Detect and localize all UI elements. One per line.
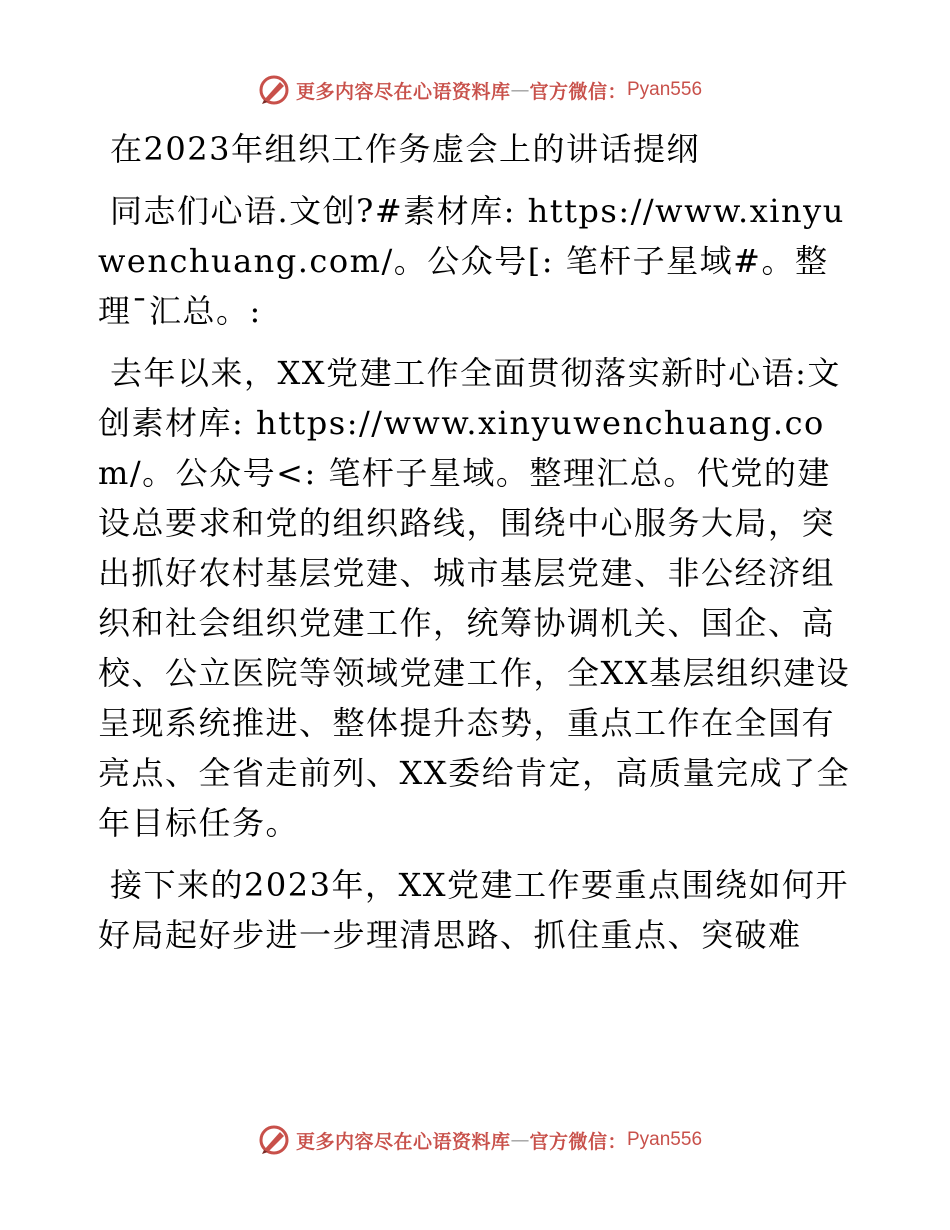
pen-logo-icon xyxy=(258,1124,290,1156)
watermark-dash: — xyxy=(510,79,530,101)
watermark-text: 更多内容尽在心语资料库 xyxy=(295,1130,511,1153)
pen-logo-icon xyxy=(258,74,290,106)
paragraph-3: 接下来的2023年，XX党建工作要重点围绕如何开好局起好步进一步理清思路、抓住重点、突破难 xyxy=(98,866,850,954)
document-body xyxy=(98,124,858,972)
watermark-label: 官方微信： xyxy=(529,1130,627,1153)
watermark-label: 官方微信： xyxy=(529,80,627,103)
watermark-id: Pyan556 xyxy=(627,79,703,100)
watermark-dash: — xyxy=(510,1129,530,1151)
header-watermark xyxy=(0,70,950,110)
footer-watermark xyxy=(0,1120,950,1160)
paragraph-1: 同志们心语.文创?#素材库: https://www.xinyuwenchuang.com/。公众号[: 笔杆子星域#。整理¯汇总。: xyxy=(98,192,845,330)
paragraph-2: 去年以来，XX党建工作全面贯彻落实新时心语:文创素材库: https://www.xinyuwenchuang.com/。公众号<: 笔杆子星域。整理汇总。代党的建设总要求和党的组织路线，围绕中心服务大局，突出抓好农村基层党建、城市基层党建、非公经济组织和社会组织党建工作，统筹协调机关、国企、高校、公立医院等领域党建工作，全XX基层组织建设呈现系统推进、整体提升态势，重点工作在全国有亮点、全省走前列、XX委给肯定，高质量完成了全年目标任务。 xyxy=(98,354,851,842)
document-title: 在2023年组织工作务虚会上的讲话提纲 xyxy=(110,130,700,168)
watermark-text: 更多内容尽在心语资料库 xyxy=(295,80,511,103)
watermark-id: Pyan556 xyxy=(627,1129,703,1150)
